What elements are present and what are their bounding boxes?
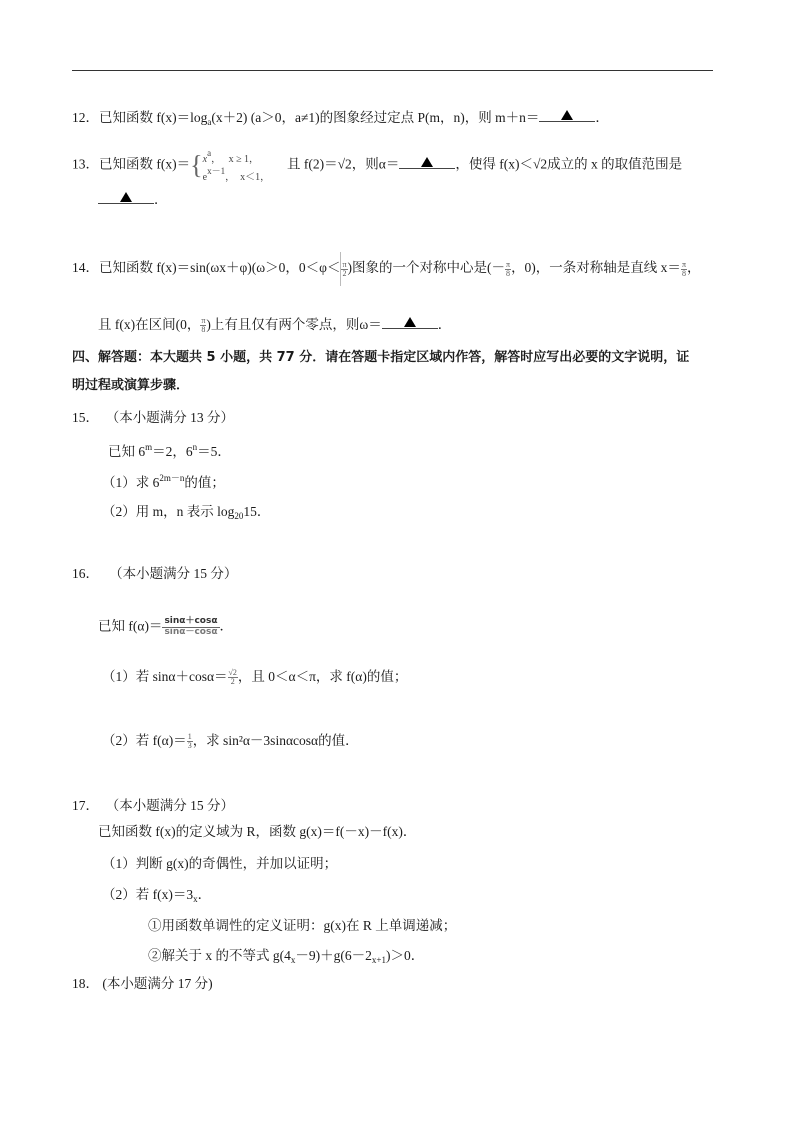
q15-part-1: （1）求 $6^{2m-n}$的值； — [102, 473, 225, 490]
fraction-pi-over-2: $\frac{\pi}{2}$ — [342, 259, 347, 278]
score-note: (本小题满分 17 分) — [102, 976, 213, 991]
q16-part-2: （2）若 f(α)＝ $\frac{1}{3}$ ，求 sin²α－3sinαcosα的值． — [102, 732, 359, 751]
q13-answer-blank-1[interactable] — [399, 155, 455, 169]
fraction-pi-over-8: $\frac{\pi}{8}$ — [506, 259, 511, 278]
section-4-heading-cont: 明过程或演算步骤． — [72, 378, 190, 393]
q15-part-2: （2）用 m，n 表示 $\log_{20}15$． — [102, 504, 271, 521]
fraction-pi-over-8: $\frac{\pi}{8}$ — [681, 259, 686, 278]
question-17: 17． （本小题满分 15 分） — [72, 798, 234, 813]
q17-sub-1: ①用函数单调性的定义证明：g(x)在 R 上单调递减； — [148, 918, 457, 933]
header-rule — [72, 70, 713, 71]
q12-answer-blank[interactable] — [539, 108, 595, 122]
q17-part-1: （1）判断 g(x)的奇偶性，并加以证明； — [102, 856, 338, 871]
q16-part-1: （1）若 sinα＋cosα＝ $\frac{√2}{2}$ ，且 0＜α＜π，求 f(α)的值； — [102, 668, 408, 687]
q13-answer-blank-2[interactable] — [98, 190, 154, 204]
question-15: 15． （本小题满分 13 分） — [72, 410, 234, 425]
q17-part-2: （2）若 $f(x)=3_x$． — [102, 887, 212, 904]
question-13: 13．已知函数 f(x)＝{ xa， x ≥ 1， ex－1， x＜1， 且 f(2)＝√2，则α＝ ，使得 f(x)＜√2成立的 x 的取值范围是 — [72, 148, 683, 183]
brace-icon: { — [190, 150, 203, 180]
triangle-icon — [421, 157, 433, 167]
question-14: 14．已知函数 f(x)＝sin(ωx＋φ)(ω＞0，0＜φ＜ $\frac{\pi}{2}$ )图象的一个对称中心是(－ $\frac{\pi}{8}$ ，0)，一条对称轴是直线 x＝ $\frac{\pi}{8}$ ， — [72, 252, 700, 286]
fraction-sin-cos: $\frac{\sin\alpha+\cos\alpha}{\sin\alpha-\cos\alpha}$ — [164, 616, 218, 637]
q17-given: 已知函数 f(x)的定义域为 R，函数 g(x)＝f(－x)－f(x)． — [98, 824, 417, 839]
q14-answer-blank[interactable] — [382, 315, 438, 329]
triangle-icon — [404, 317, 416, 327]
score-note: （本小题满分 13 分） — [105, 410, 234, 425]
question-13-line-2: ． — [98, 190, 168, 208]
question-12: 12．已知函数 $f(x)=\log_a(x+2)$ (a＞0，a≠1)的图象经过定点 P(m，n)，则 m＋n＝ ． — [72, 110, 609, 127]
fraction-one-third: $\frac{1}{3}$ — [187, 732, 192, 751]
q17-sub-2: ②解关于 x 的不等式 $g(4_x-9)+g(6-2_{x+1})>0$． — [148, 948, 425, 965]
question-18: 18． (本小题满分 17 分) — [72, 976, 213, 991]
score-note: （本小题满分 15 分） — [105, 798, 234, 813]
question-14-line-2: 且 f(x)在区间(0， $\frac{\pi}{8}$ )上有且仅有两个零点，则ω＝ ． — [98, 316, 452, 335]
piecewise-definition: xa， x ≥ 1， ex－1， x＜1， — [202, 148, 271, 183]
question-16: 16． （本小题满分 15 分） — [72, 566, 238, 581]
triangle-icon — [561, 110, 573, 120]
q15-given: 已知 $6^m=2$，$6^n=5$． — [108, 442, 231, 459]
fraction-root2-over-2: $\frac{√2}{2}$ — [228, 668, 237, 687]
section-4-heading: 四、解答题：本大题共 5 小题，共 77 分．请在答题卡指定区域内作答，解答时应写出必要的文字说明，证 — [72, 350, 690, 365]
q16-given: 已知 f(α)＝ $\frac{\sin\alpha+\cos\alpha}{\sin\alpha-\cos\alpha}$ ． — [98, 616, 234, 637]
fraction-pi-over-8: $\frac{\pi}{8}$ — [201, 316, 206, 335]
triangle-icon — [120, 192, 132, 202]
q12-number: 12． — [72, 110, 99, 125]
score-note: （本小题满分 15 分） — [109, 566, 238, 581]
